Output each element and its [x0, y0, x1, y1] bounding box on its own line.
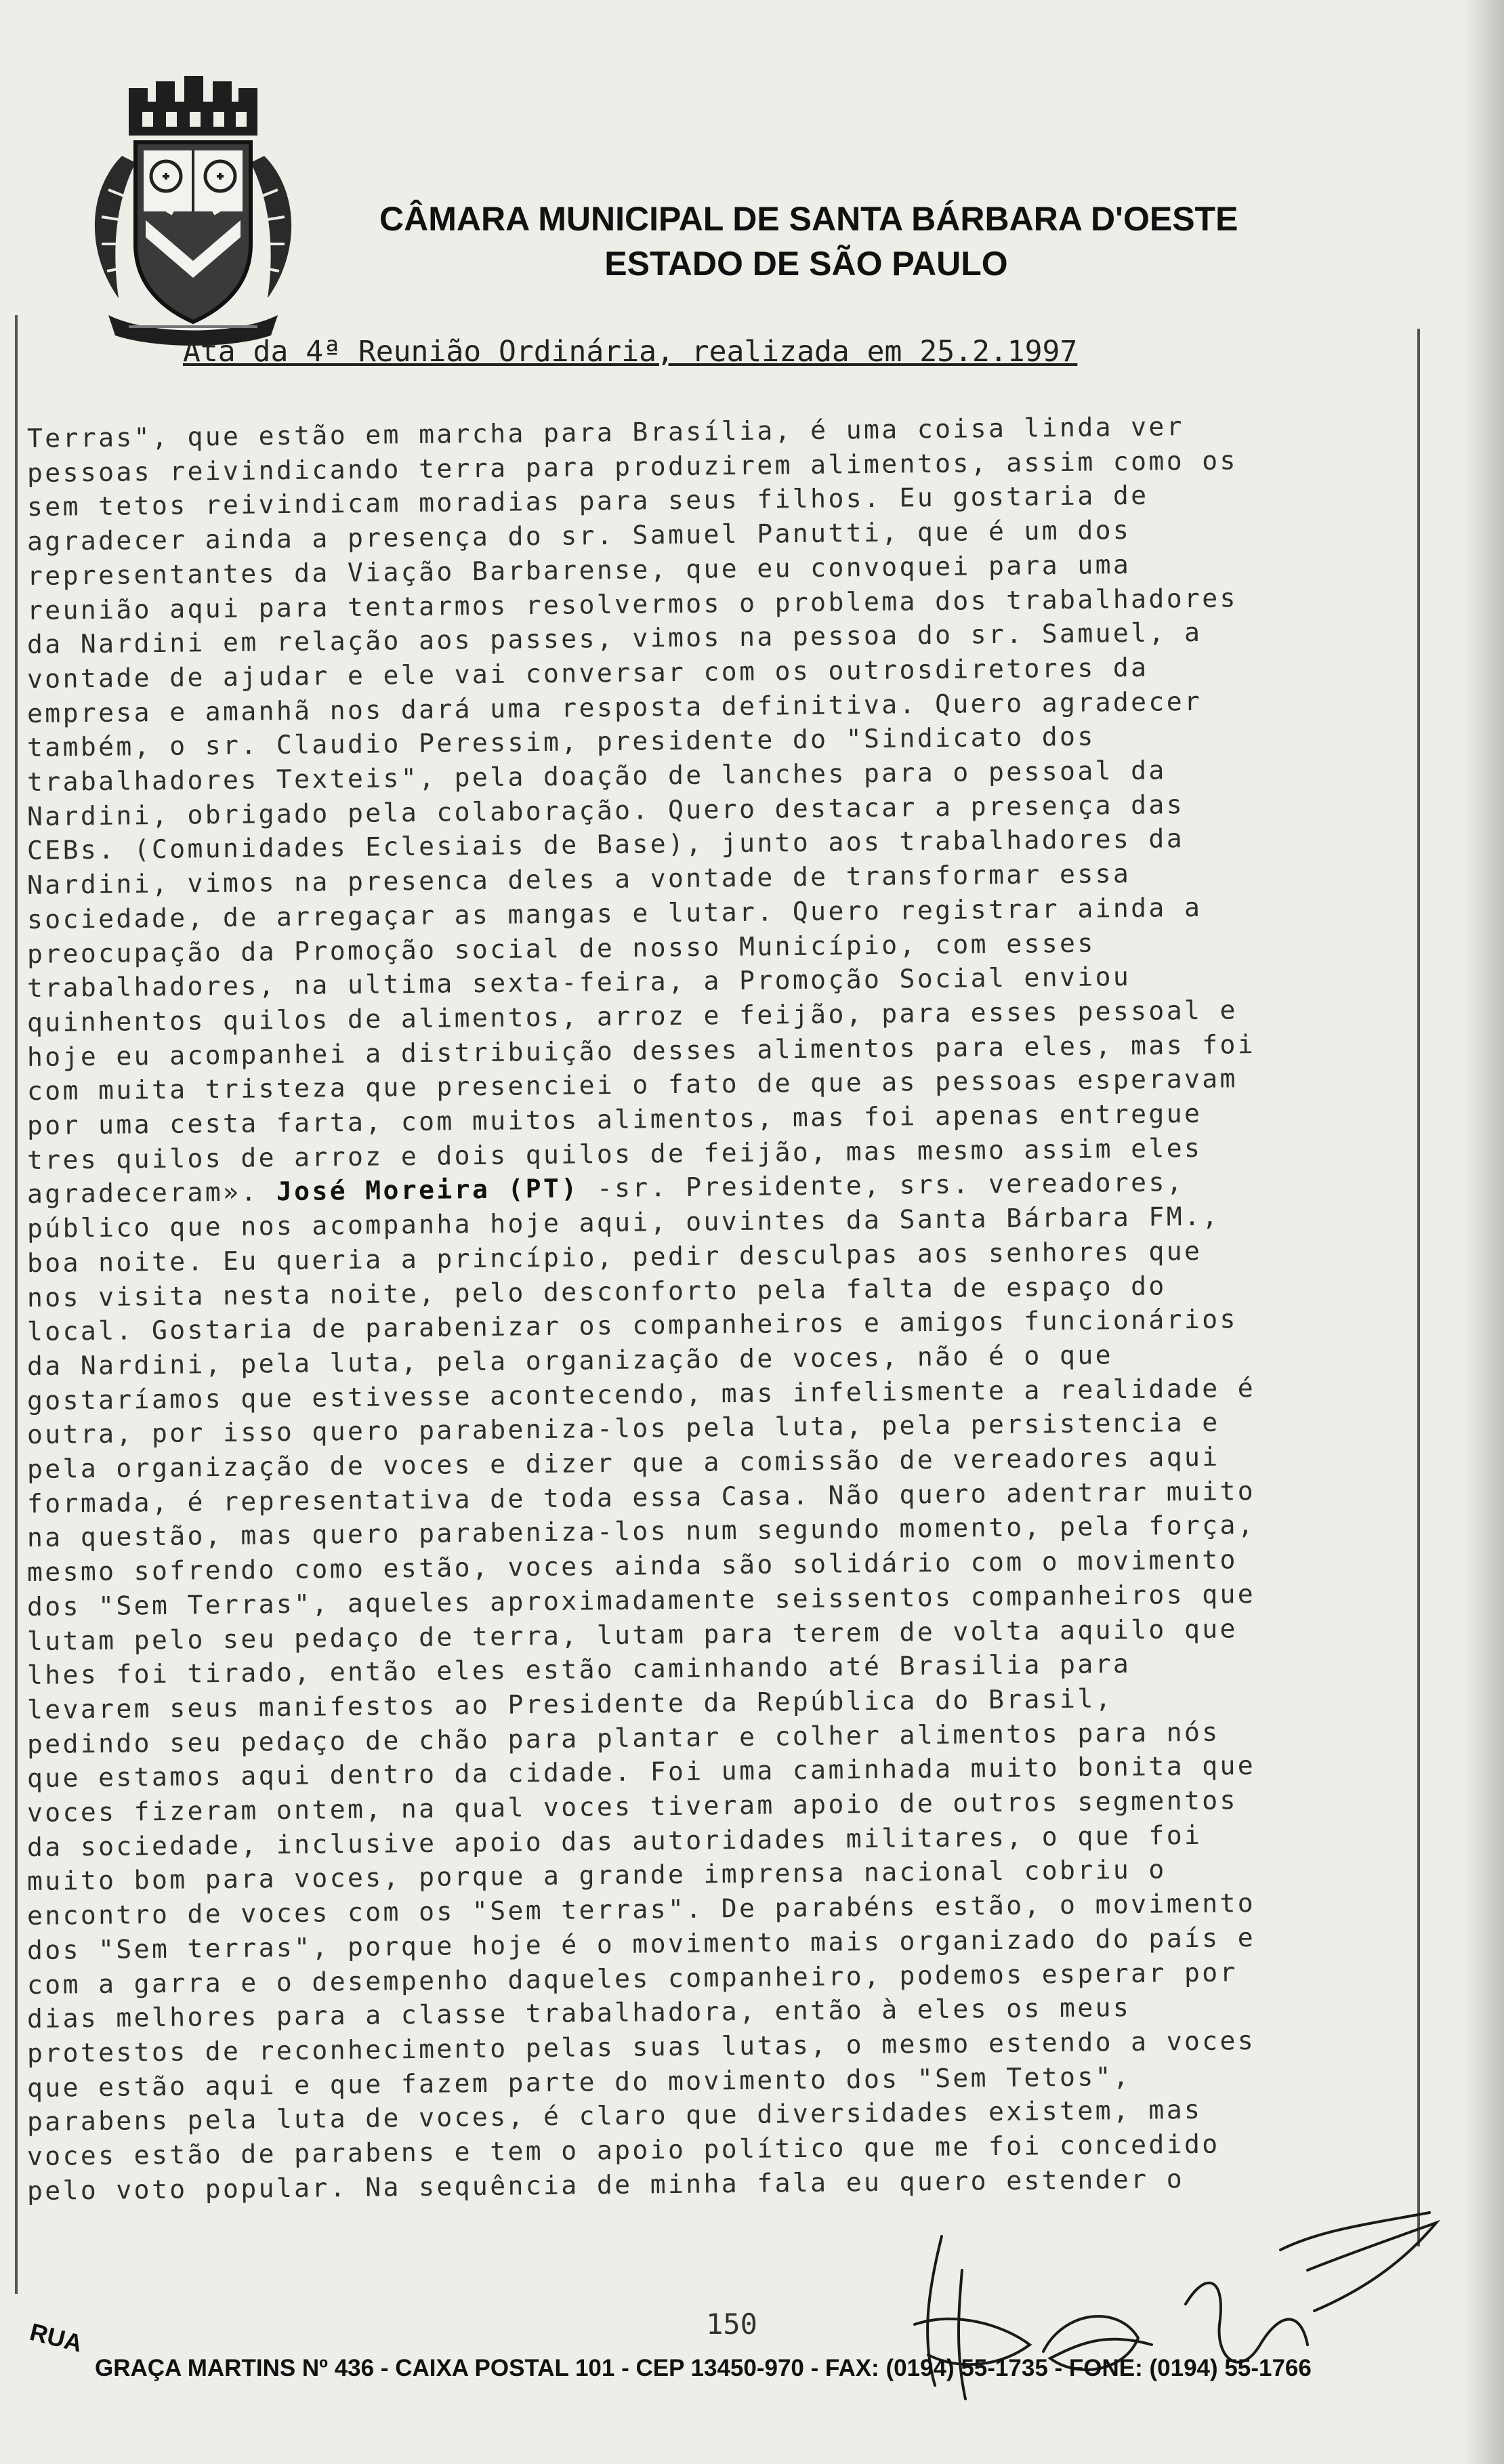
state-name: ESTADO DE SÃO PAULO	[604, 245, 1008, 283]
line-text: dos "Sem Terras", aqueles aproximadamente seissentos companheiros que	[26, 1578, 1256, 1622]
line-text: voces fizeram ontem, na qual voces tiveram apoio de outros segmentos	[26, 1785, 1238, 1828]
line-text: na questão, mas quero parabeniza-los num segundo momento, pela força,	[26, 1510, 1256, 1553]
line-text: vontade de ajudar e ele vai conversar com os outrosdiretores da	[26, 652, 1149, 694]
line-text: reunião aqui para tentarmos resolvermos o problema dos trabalhadores	[26, 582, 1238, 625]
line-text: outra, por isso quero parabeniza-los pela luta, pela persistencia e	[26, 1407, 1220, 1450]
line-text: sociedade, de arregaçar as mangas e lutar. Quero registrar ainda a	[26, 892, 1203, 935]
line-text: lhes foi tirado, então eles estão caminhando até Brasilia para	[26, 1649, 1131, 1691]
line-text: pelo voto popular. Na sequência de minha fala eu quero estender o	[26, 2163, 1185, 2206]
line-text: da Nardini em relação aos passes, vimos na pessoa do sr. Samuel, a	[26, 617, 1203, 660]
line-text: pessoas reivindicando terra para produzirem alimentos, assim como os	[26, 445, 1238, 488]
line-text: formada, é representativa de toda essa Casa. Não quero adentrar muito	[26, 1475, 1256, 1519]
line-text-continued: -sr. Presidente, srs. vereadores,	[579, 1167, 1185, 1204]
line-text: muito bom para voces, porque a grande imprensa nacional cobriu o	[26, 1854, 1167, 1897]
line-text: encontro de voces com os "Sem terras". De parabéns estão, o movimento	[26, 1888, 1256, 1931]
line-text: tres quilos de arroz e dois quilos de feijão, mas mesmo assim eles	[26, 1132, 1203, 1175]
line-text: CEBs. (Comunidades Eclesiais de Base), junto aos trabalhadores da	[26, 823, 1185, 866]
line-text: da Nardini, pela luta, pela organização de voces, não é o que	[26, 1340, 1114, 1381]
line-text: com muita tristeza que presenciei o fato de que as pessoas esperavam	[26, 1063, 1238, 1107]
line-text: nos visita nesta noite, pelo desconforto pela falta de espaço do	[26, 1270, 1167, 1313]
meeting-title: Ata da 4ª Reunião Ordinária, realizada em 25.2.1997	[183, 335, 1078, 369]
line-text: lutam pelo seu pedaço de terra, lutam para terem de volta aquilo que	[26, 1613, 1238, 1656]
line-text: dos "Sem terras", porque hoje é o movimento mais organizado do país e	[26, 1922, 1256, 1965]
line-text: que estamos aqui dentro da cidade. Foi uma caminhada muito bonita que	[26, 1750, 1256, 1794]
line-text: trabalhadores Texteis", pela doação de lanches para o pessoal da	[26, 755, 1167, 797]
footer-street-prefix: RUA	[27, 2318, 85, 2358]
line-text: público que nos acompanha hoje aqui, ouvintes da Santa Bárbara FM.,	[26, 1201, 1220, 1244]
page-number: 150	[706, 2307, 757, 2341]
line-text: gostaríamos que estivesse acontecendo, mas infelismente a realidade é	[26, 1372, 1256, 1416]
minutes-body	[0, 411, 1504, 2253]
line-text: representantes da Viação Barbarense, que eu convoquei para uma	[26, 549, 1131, 591]
line-text: empresa e amanhã nos dará uma resposta definitiva. Quero agradecer	[26, 686, 1203, 728]
line-text: agradecer ainda a presença do sr. Samuel Panutti, que é um dos	[26, 515, 1131, 557]
line-text: parabens pela luta de voces, é claro que diversidades existem, mas	[26, 2095, 1203, 2137]
line-text: trabalhadores, na ultima sexta-feira, a Promoção Social enviou	[26, 962, 1131, 1004]
coat-of-arms-logo	[81, 75, 305, 346]
line-text: da sociedade, inclusive apoio das autoridades militares, o que foi	[26, 1820, 1203, 1862]
line-text: protestos de reconhecimento pelas suas lutas, o mesmo estendo a voces	[26, 2025, 1256, 2068]
line-text: sem tetos reivindicam moradias para seus filhos. Eu gostaria de	[26, 480, 1149, 522]
speaker-name: José Moreira (PT)	[276, 1173, 579, 1207]
line-text: por uma cesta farta, com muitos alimentos, mas foi apenas entregue	[26, 1098, 1203, 1141]
line-text: Nardini, vimos na presenca deles a vontade de transformar essa	[26, 859, 1131, 901]
line-text: local. Gostaria de parabenizar os companheiros e amigos funcionários	[26, 1304, 1238, 1347]
line-text: pedindo seu pedaço de chão para plantar e colher alimentos para nós	[26, 1717, 1220, 1759]
footer-address	[27, 2318, 1490, 2392]
line-text: agradeceram».	[26, 1176, 277, 1210]
line-text: que estão aqui e que fazem parte do movimento dos "Sem Tetos",	[26, 2061, 1131, 2103]
header-institution	[379, 197, 1238, 286]
line-text: Terras", que estão em marcha para Brasília, é uma coisa linda ver	[26, 411, 1185, 453]
line-text: também, o sr. Claudio Peressim, presidente do "Sindicato dos	[26, 721, 1095, 763]
line-text: preocupação da Promoção social de nosso Município, com esses	[26, 927, 1095, 969]
line-text: Nardini, obrigado pela colaboração. Quero destacar a presença das	[26, 789, 1185, 831]
line-text: boa noite. Eu queria a princípio, pedir desculpas aos senhores que	[26, 1235, 1203, 1278]
line-text: quinhentos quilos de alimentos, arroz e feijão, para esses pessoal e	[26, 995, 1238, 1038]
institution-name: CÂMARA MUNICIPAL DE SANTA BÁRBARA D'OESTE	[379, 200, 1238, 238]
line-text: hoje eu acompanhei a distribuição desses alimentos para eles, mas foi	[26, 1029, 1256, 1072]
line-text: com a garra e o desempenho daqueles companheiro, podemos esperar por	[26, 1956, 1238, 2000]
line-text: voces estão de parabens e tem o apoio político que me foi concedido	[26, 2129, 1220, 2171]
line-text: mesmo sofrendo como estão, voces ainda são solidário com o movimento	[26, 1544, 1238, 1588]
line-text: levarem seus manifestos ao Presidente da República do Brasil,	[26, 1683, 1114, 1725]
footer-contact-line: GRAÇA MARTINS Nº 436 - CAIXA POSTAL 101 - CEP 13450-970 - FAX: (0194) 55-1735 - FONE: (0194) 55-1766	[95, 2355, 1312, 2381]
line-text: pela organização de voces e dizer que a comissão de vereadores aqui	[26, 1441, 1220, 1484]
line-text: dias melhores para a classe trabalhadora, então à eles os meus	[26, 1992, 1131, 2034]
